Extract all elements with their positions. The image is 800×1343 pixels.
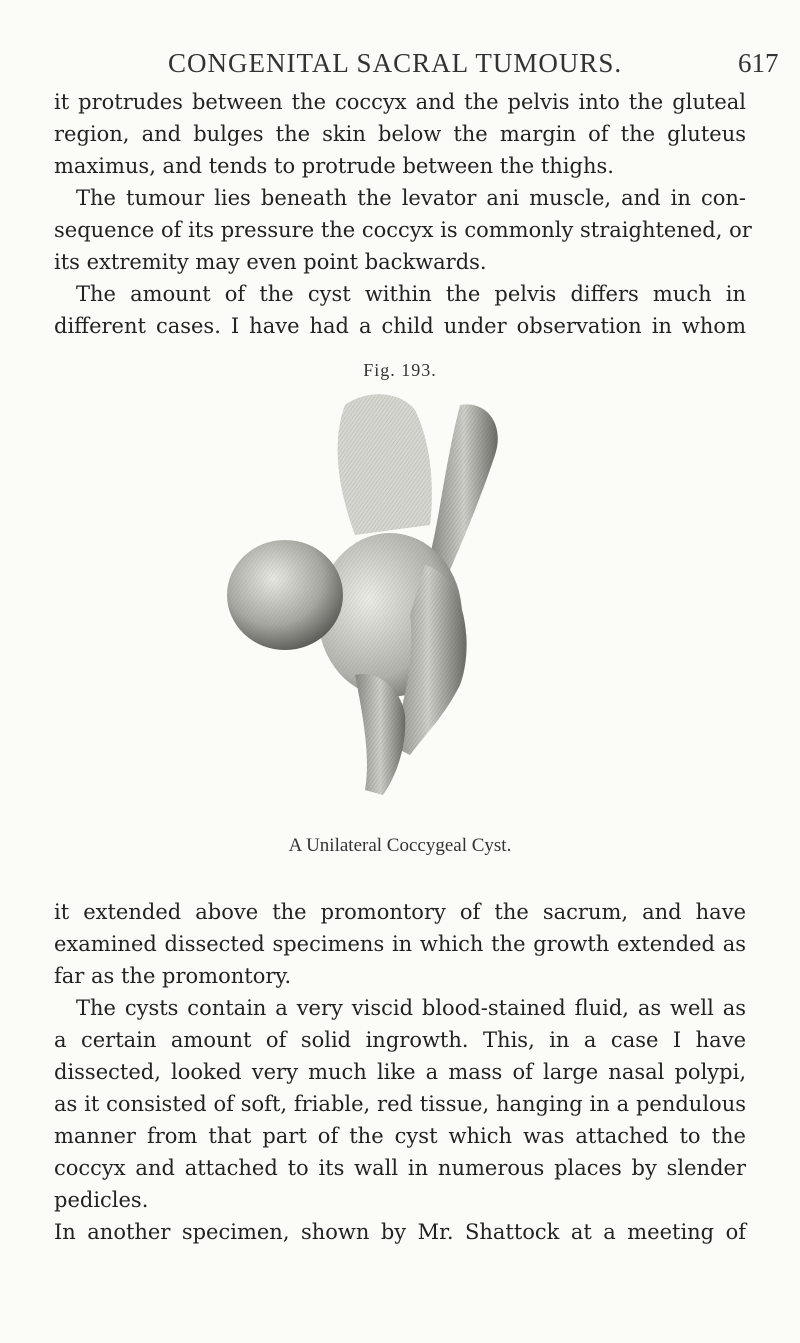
text-line: dissected, looked very much like a mass of large nasal polypi, xyxy=(54,1060,746,1084)
text-line: In another specimen, shown by Mr. Shattock at a meeting of xyxy=(54,1220,746,1244)
running-title: CONGENITAL SACRAL TUMOURS. xyxy=(168,48,623,78)
paragraph-block-bottom xyxy=(54,896,746,1248)
coccygeal-cyst-illustration xyxy=(225,385,545,803)
text-line: The cysts contain a very viscid blood-stained fluid, as well as xyxy=(76,996,746,1020)
text-line: pedicles. xyxy=(54,1188,149,1212)
page-number: 617 xyxy=(738,48,779,78)
text-line: The amount of the cyst within the pelvis differs much in xyxy=(76,282,746,306)
text-line: as it consisted of soft, friable, red tissue, hanging in a pendulous xyxy=(54,1092,746,1116)
paragraph-block-top xyxy=(54,86,752,342)
text-line: manner from that part of the cyst which was attached to the xyxy=(54,1124,746,1148)
text-line: its extremity may even point backwards. xyxy=(54,250,487,274)
text-line: coccyx and attached to its wall in numerous places by slender xyxy=(54,1156,746,1180)
text-line: a certain amount of solid ingrowth. This, in a case I have xyxy=(54,1028,746,1052)
text-line: The tumour lies beneath the levator ani muscle, and in con- xyxy=(76,186,746,210)
text-line: it extended above the promontory of the sacrum, and have xyxy=(54,900,746,924)
text-line: maximus, and tends to protrude between the thighs. xyxy=(54,154,614,178)
text-line: far as the promontory. xyxy=(54,964,292,988)
text-line: sequence of its pressure the coccyx is commonly straightened, or xyxy=(54,218,752,242)
figure-label: Fig. 193. xyxy=(363,360,437,380)
figure-caption: A Unilateral Coccygeal Cyst. xyxy=(288,835,512,856)
running-head xyxy=(0,48,800,84)
text-line: different cases. I have had a child under observation in whom xyxy=(54,314,746,338)
text-line: region, and bulges the skin below the margin of the gluteus xyxy=(54,122,746,146)
text-line: examined dissected specimens in which the growth extended as xyxy=(54,932,746,956)
text-line: it protrudes between the coccyx and the pelvis into the gluteal xyxy=(54,90,746,114)
